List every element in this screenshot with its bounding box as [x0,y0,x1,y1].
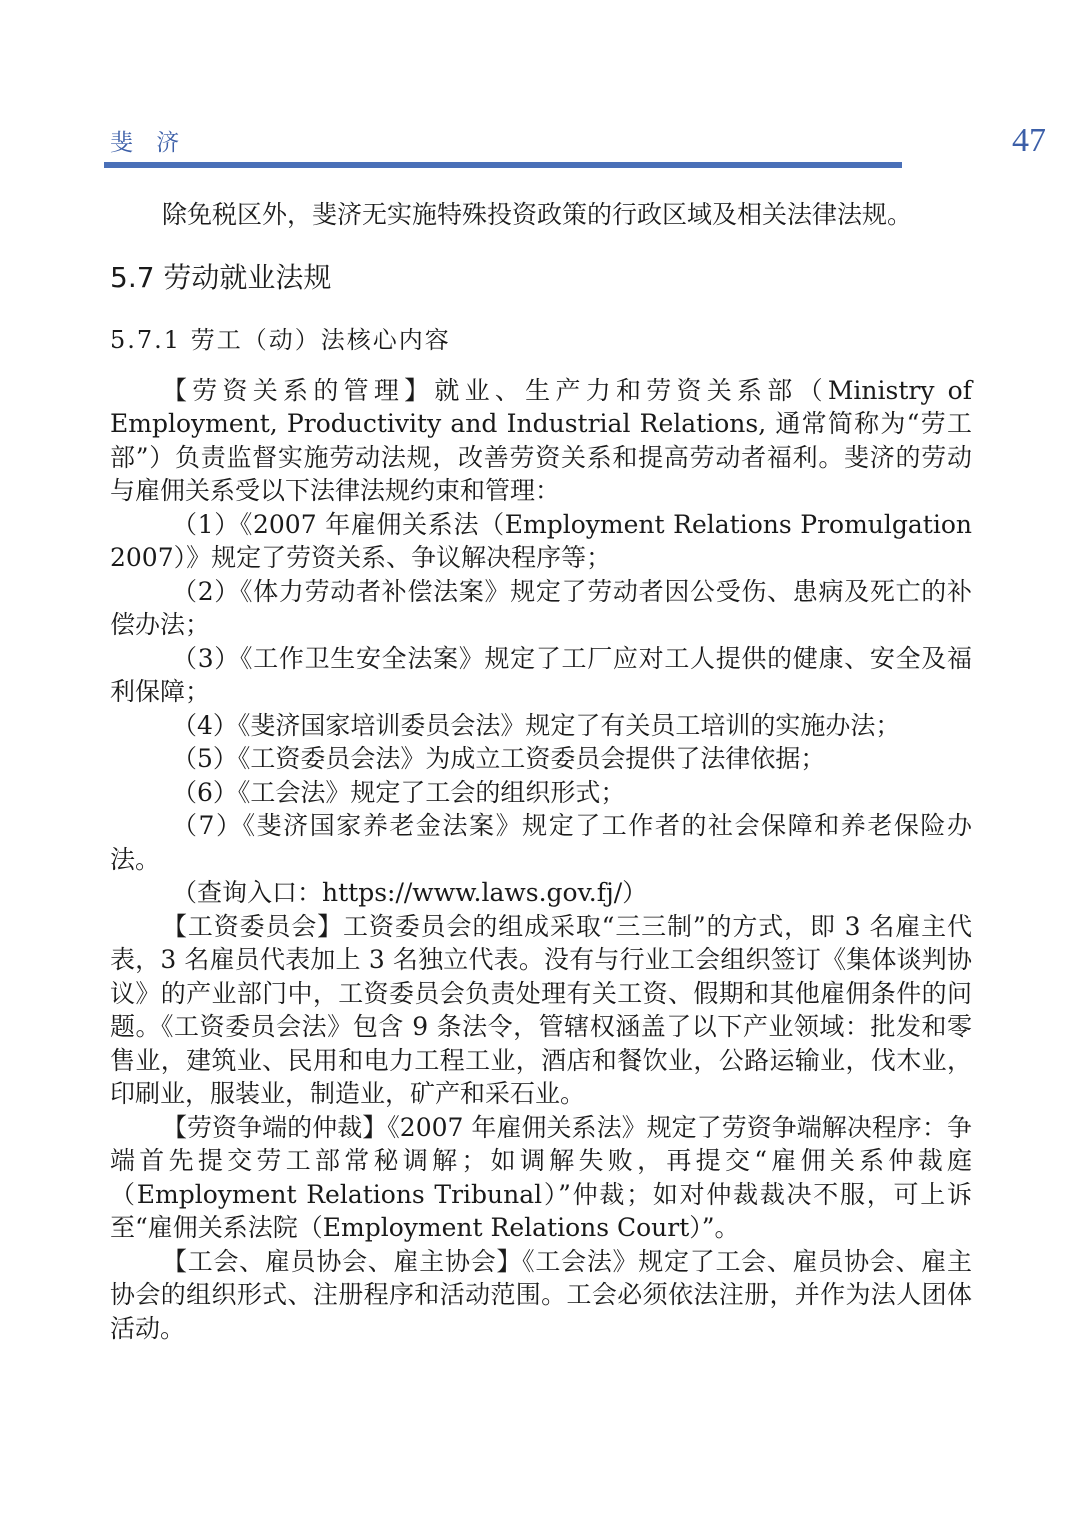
query-note: （查询入口：https://www.laws.gov.fj/） [172,878,648,907]
running-header-title: 斐 济 [110,130,188,156]
page-body [110,198,972,1345]
wages-council-paragraph: 【工资委员会】工资委员会的组成采取“三三制”的方式，即 3 名雇主代表，3 名雇员代表加上 3 名独立代表。没有与行业工会组织签订《集体谈判协议》的产业部门中，工资委员会负责处理有关工资、假期和其他雇佣条件的问题。《工资委员会法》包含 9 条法令，管辖权涵盖了以下产业领域：批发和零售业，建筑业、民用和电力工程工业，酒店和餐饮业，公路运输业，伐木业，印刷业，服装业，制造业，矿产和采石业。 [110,911,972,1108]
labor-relations-paragraph: 【劳资关系的管理】就业、生产力和劳资关系部（Ministry of Employment, Productivity and Industrial Relations, 通常简称为“劳工部”）负责监督实施劳动法规，改善劳资关系和提高劳动者福利。斐济的劳动与雇佣关系受以下法律法规约束和管理： [110,375,972,505]
law-item: （4）《斐济国家培训委员会法》规定了有关员工培训的实施办法； [172,710,901,740]
law-item: （5）《工资委员会法》为成立工资委员会提供了法律依据； [172,744,826,773]
law-item: （3）《工作卫生安全法案》规定了工厂应对工人提供的健康、安全及福利保障； [110,643,972,706]
law-item: （2）《体力劳动者补偿法案》规定了劳动者因公受伤、患病及死亡的补偿办法； [110,576,972,639]
intro-paragraph: 除免税区外，斐济无实施特殊投资政策的行政区域及相关法律法规。 [162,200,913,229]
page-number: 47 [1012,122,1046,159]
unions-paragraph: 【工会、雇员协会、雇主协会】《工会法》规定了工会、雇员协会、雇主协会的组织形式、注册程序和活动范围。工会必须依法注册，并作为法人团体活动。 [110,1246,972,1343]
page-header [110,118,902,170]
dispute-arbitration-paragraph: 【劳资争端的仲裁】《2007 年雇佣关系法》规定了劳资争端解决程序：争端首先提交劳工部常秘调解；如调解失败，再提交“雇佣关系仲裁庭（Employment Relations Tribunal）”仲裁；如对仲裁裁决不服，可上诉至“雇佣关系法院（Employment Relations Court）”。 [110,1112,972,1242]
subsection-heading: 5.7.1 劳工（动）法核心内容 [110,325,451,354]
law-item: （6）《工会法》规定了工会的组织形式； [172,777,626,807]
law-item: （7）《斐济国家养老金法案》规定了工作者的社会保障和养老保险办法。 [110,811,972,874]
law-item: （1）《2007 年雇佣关系法（Employment Relations Promulgation 2007）》规定了劳资关系、争议解决程序等； [110,509,972,572]
section-heading: 5.7 劳动就业法规 [110,260,332,294]
header-rule [104,162,902,168]
